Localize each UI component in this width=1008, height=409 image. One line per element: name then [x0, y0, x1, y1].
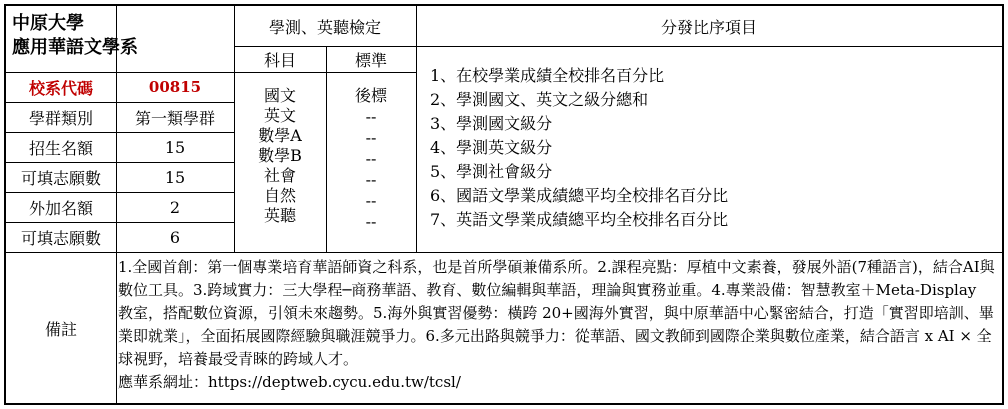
notes-text: 1.全國首創：第一個專業培育華語師資之科系，也是首所學碩兼備系所。2.課程亮點：厚植中文素養，發展外語(7種語言)，結合AI與數位工具。3.跨域實力：三大學程─商務華語、教育、數位編輯與華語，理論與實務並重。4.專業設備：智慧教室＋Meta-Display 教室，搭配數位資源，引領未來趨勢。5.海外與實習優勢：橫跨 20+國海外實習，與中原華語中心緊密結合，打造「實習即培訓、畢業即就業」，全面拓展國際經驗與職涯競爭力。6.多元出路與競爭力：從華語、國文教師到國際企業與數位產業，結合語言 x AI × 全球視野，培養最受青睞的跨域人才。 [118, 258, 995, 368]
ranking-item: 6、國語文學業成績總平均全校排名百分比 [430, 186, 729, 205]
grid-line [6, 252, 1002, 253]
subject-item: 國文 [263, 86, 296, 105]
standard-item: -- [365, 170, 377, 189]
grid-line [234, 72, 416, 73]
choices-value: 15 [164, 167, 186, 187]
standard-item: -- [365, 212, 377, 231]
notes-label: 備註 [44, 320, 77, 339]
quota-value: 15 [164, 137, 186, 157]
subject-item: 自然 [263, 186, 296, 205]
ranking-header: 分發比序項目 [660, 17, 757, 37]
subject-item: 英文 [263, 106, 296, 125]
standard-item: -- [365, 107, 377, 126]
ranking-item: 3、學測國文級分 [430, 114, 553, 133]
quota-label: 招生名額 [28, 138, 93, 158]
admission-table [4, 4, 1004, 405]
department-website[interactable]: 應華系網址：https://deptweb.cycu.edu.tw/tcsl/ [118, 373, 461, 391]
subject-item: 數學B [258, 146, 302, 165]
ranking-list [430, 64, 728, 232]
extra-quota-label: 外加名額 [28, 198, 93, 218]
code-value: 00815 [148, 78, 202, 96]
school-name: 中原大學 [12, 13, 84, 34]
group-label: 學群類別 [28, 108, 93, 128]
standard-item: -- [365, 191, 377, 210]
notes-body [118, 256, 996, 394]
subject-column-header: 科目 [263, 50, 296, 70]
group-value: 第一類學群 [134, 108, 215, 128]
ranking-item: 2、學測國文、英文之級分總和 [430, 90, 649, 109]
subject-item: 數學A [258, 126, 302, 145]
code-label: 校系代碼 [28, 78, 93, 98]
department-name: 應用華語文學系 [12, 37, 138, 58]
standard-item: -- [365, 149, 377, 168]
extra-choices-value: 6 [169, 227, 181, 247]
standard-column-header: 標準 [354, 50, 387, 70]
extra-choices-label: 可填志願數 [20, 228, 101, 248]
extra-quota-value: 2 [169, 197, 181, 217]
standard-item: 後標 [354, 86, 387, 105]
subject-item: 英聽 [263, 206, 296, 225]
school-title [12, 12, 138, 60]
grid-line [416, 46, 1002, 47]
ranking-item: 1、在校學業成績全校排名百分比 [430, 66, 665, 85]
exam-header: 學測、英聽檢定 [268, 17, 381, 37]
subject-item: 社會 [263, 166, 296, 185]
standard-list [326, 86, 416, 232]
choices-label: 可填志願數 [20, 168, 101, 188]
subject-list [234, 86, 326, 226]
ranking-item: 5、學測社會級分 [430, 162, 553, 181]
ranking-item: 4、學測英文級分 [430, 138, 553, 157]
standard-item: -- [365, 128, 377, 147]
ranking-item: 7、英語文學業成績總平均全校排名百分比 [430, 210, 729, 229]
